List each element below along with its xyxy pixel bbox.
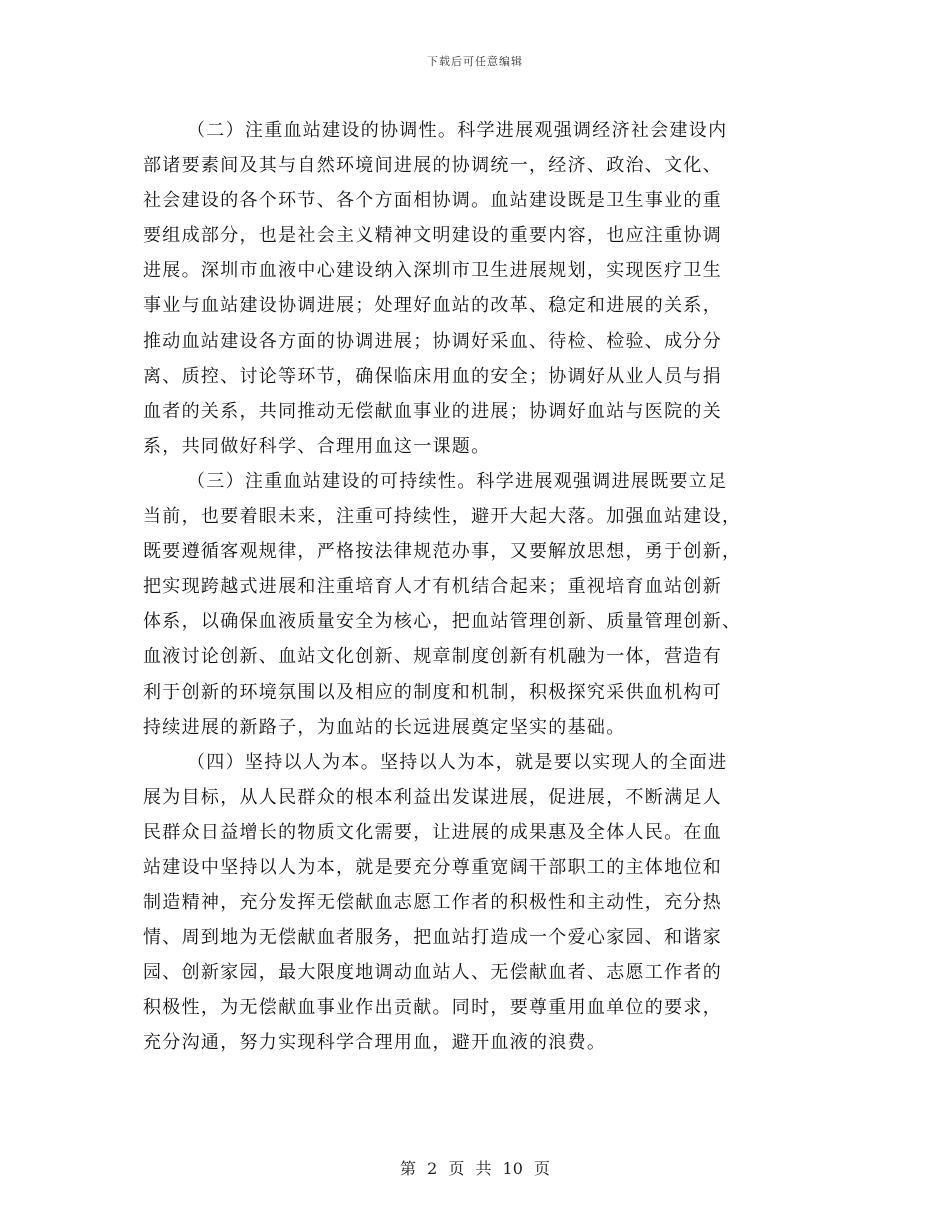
text-line: 体系，以确保血液质量安全为核心，把血站管理创新、质量管理创新、: [143, 611, 742, 633]
text-line: （二）注重血站建设的协调性。科学进展观强调经济社会建设内: [187, 120, 728, 141]
document-body: [143, 113, 810, 1061]
text-line: （四）坚持以人为本。坚持以人为本，就是要以实现人的全面进: [187, 751, 728, 773]
text-line: 推动血站建设各方面的协调进展；协调好采血、待检、检验、成分分: [143, 330, 722, 352]
text-line: 要组成部分，也是社会主义精神文明建设的重要内容，也应注重协调: [143, 225, 722, 247]
text-line: 血者的关系，共同推动无偿献血事业的进展；协调好血站与医院的关: [143, 400, 722, 422]
text-line: 事业与血站建设协调进展；处理好血站的改革、稳定和进展的关系，: [143, 295, 722, 317]
text-line: 既要遵循客观规律，严格按法律规范办事，又要解放思想，勇于创新，: [143, 541, 742, 563]
text-line: 站建设中坚持以人为本，就是要充分尊重宽阔干部职工的主体地位和: [143, 856, 722, 878]
text-line: 利于创新的环境氛围以及相应的制度和机制，积极探究采供血机构可: [143, 681, 722, 703]
text-line: 制造精神，充分发挥无偿献血志愿工作者的积极性和主动性，充分热: [143, 892, 722, 914]
text-line: 当前，也要着眼未来，注重可持续性，避开大起大落。加强血站建设，: [143, 506, 742, 528]
text-line: 情、周到地为无偿献血者服务，把血站打造成一个爱心家园、和谐家: [143, 927, 722, 949]
text-line: 持续进展的新路子，为血站的长远进展奠定坚实的基础。: [143, 716, 626, 738]
text-line: 园、创新家园，最大限度地调动血站人、无偿献血者、志愿工作者的: [143, 962, 722, 984]
page-header: 下载后可任意编辑: [427, 55, 523, 68]
text-line: 血液讨论创新、血站文化创新、规章制度创新有机融为一体，营造有: [143, 646, 722, 668]
text-line: （三）注重血站建设的可持续性。科学进展观强调进展既要立足: [187, 470, 728, 492]
page-footer: 第 2 页 共 10 页: [400, 1159, 550, 1178]
text-line: 充分沟通，努力实现科学合理用血，避开血液的浪费。: [143, 1032, 607, 1054]
text-line: 进展。深圳市血液中心建设纳入深圳市卫生进展规划，实现医疗卫生: [143, 260, 722, 282]
text-line: 离、质控、讨论等环节，确保临床用血的安全；协调好从业人员与捐: [143, 365, 722, 387]
text-line: 部诸要素间及其与自然环境间进展的协调统一，经济、政治、文化、: [143, 155, 722, 177]
text-line: 民群众日益增长的物质文化需要，让进展的成果惠及全体人民。在血: [143, 821, 722, 843]
text-line: 社会建设的各个环节、各个方面相协调。血站建设既是卫生事业的重: [143, 190, 722, 212]
text-line: 积极性，为无偿献血事业作出贡献。同时，要尊重用血单位的要求，: [143, 997, 722, 1019]
text-line: 把实现跨越式进展和注重培育人才有机结合起来；重视培育血站创新: [143, 576, 722, 598]
text-line: 系，共同做好科学、合理用血这一课题。: [143, 435, 491, 457]
text-line: 展为目标，从人民群众的根本利益出发谋进展，促进展，不断满足人: [143, 786, 722, 808]
